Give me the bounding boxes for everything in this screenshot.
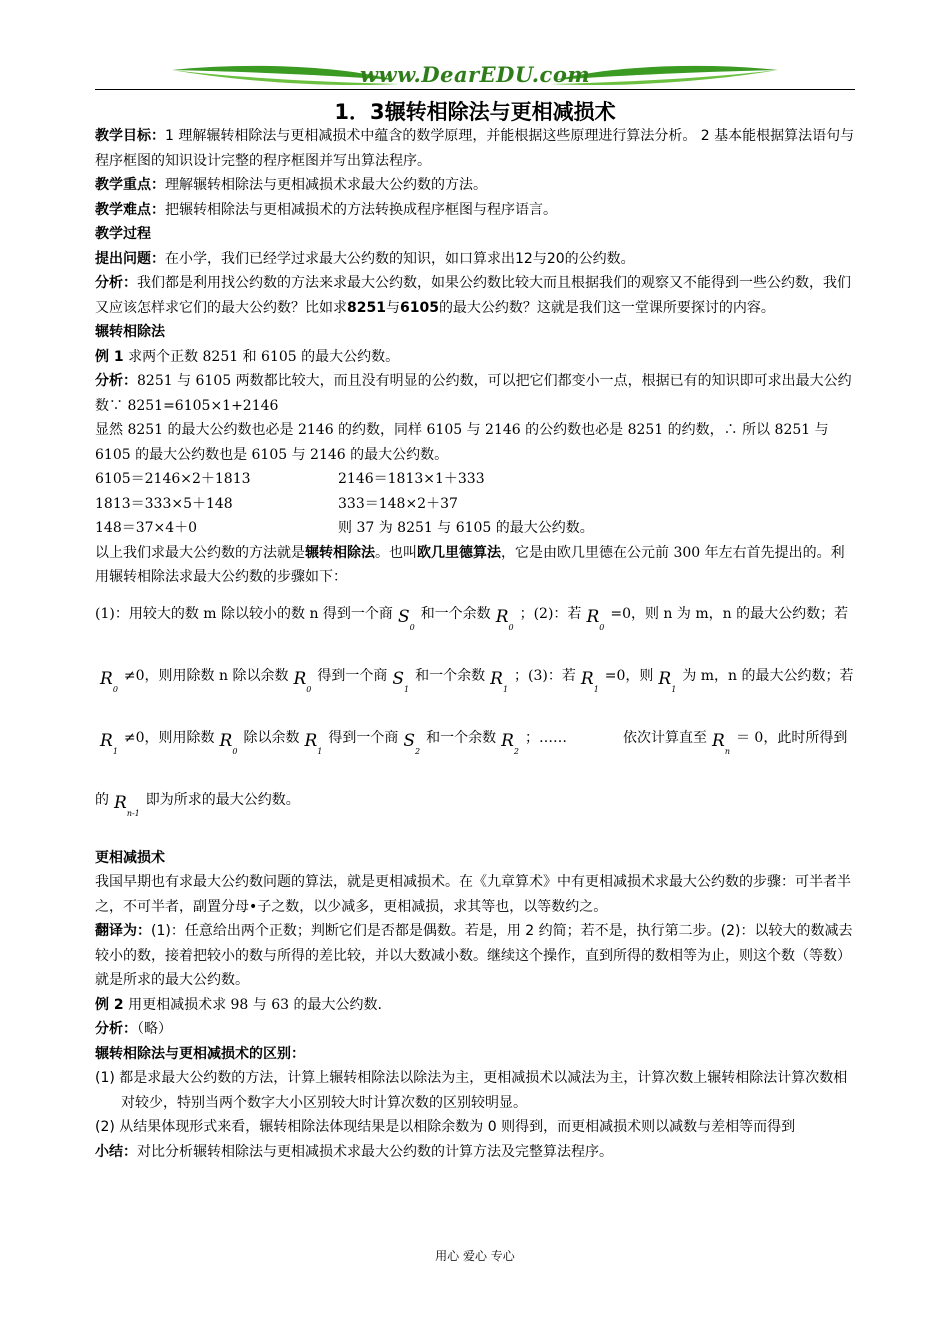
difficulties-label: 教学难点： xyxy=(95,201,165,218)
equation: 333＝148×2＋37 xyxy=(338,495,458,512)
example1-analysis-text: 8251 与 6105 两数都比较大，而且没有明显的公约数，可以把它们都变小一点，根据已有的知识即可求出最大公约数∵ 8251=6105×1+2146 xyxy=(95,373,852,414)
equation-conclusion: 则 37 为 8251 与 6105 的最大公约数。 xyxy=(338,520,594,536)
math-symbol: $R_1$ xyxy=(490,668,509,694)
math-symbol: $R_1$ xyxy=(580,668,599,694)
analysis-text-1: 我们都是利用找公约数的方法来求最大公约数，如果公约数比较大而且根据我们的观察又不能得到一些公约数，我们又应该怎样求它们的最大公约数？比如求 xyxy=(95,275,851,316)
math-symbol: $R_0$ xyxy=(586,606,605,632)
math-symbol: $R_1$ xyxy=(658,668,677,694)
equation-row xyxy=(95,467,857,492)
question-label: 提出问题： xyxy=(95,250,165,267)
steps-text: 除以余数 xyxy=(243,729,300,746)
spacer xyxy=(95,838,857,846)
method-intro-text-1: 以上我们求最大公约数的方法就是 xyxy=(95,544,305,561)
translation-text: (1)：任意给出两个正数；判断它们是否都是偶数。若是，用 2 约简；若不是，执行第二步。(2)：以较大的数减去较小的数，接着把较小的数与所得的差比较，并以大数减小数。继续这个操作，直到所得的数相等为止，则这个数（等数）就是所求的最大公约数。 xyxy=(95,923,853,988)
math-symbol: $R_n$ xyxy=(712,730,730,756)
objectives-paragraph xyxy=(95,124,857,173)
summary-label: 小结： xyxy=(95,1143,137,1160)
math-symbol: $R_0$ xyxy=(495,606,514,632)
steps-text: =0，则 n 为 m，n 的最大公约数；若 xyxy=(610,605,849,622)
gengxiang-heading: 更相减损术 xyxy=(95,849,165,866)
steps-paragraph xyxy=(95,590,857,838)
math-symbol: $S_0$ xyxy=(397,606,415,632)
steps-text: =0，则 xyxy=(604,667,654,684)
math-symbol: $R_1$ xyxy=(100,730,118,756)
example1-analysis-paragraph xyxy=(95,369,857,418)
example1-paragraph xyxy=(95,345,857,370)
difference-heading: 辗转相除法与更相减损术的区别： xyxy=(95,1045,305,1062)
math-symbol: $R_{n-1}$ xyxy=(114,792,140,818)
math-symbol: $R_1$ xyxy=(304,730,323,756)
difference-item: (2) 从结果体现形式来看，辗转相除法体现结果是以相除余数为 0 则得到，而更相减损术则以减数与差相等而得到 xyxy=(95,1119,796,1135)
equation-row xyxy=(95,516,857,541)
steps-text: ≠0，则用除数 n 除以余数 xyxy=(123,667,289,684)
steps-text: ；…… 依次计算直至 xyxy=(525,729,708,746)
key-points-label: 教学重点： xyxy=(95,177,165,193)
objectives-text: 1 理解辗转相除法与更相减损术中蕴含的数学原理，并能根据这些原理进行算法分析。 2 基本能根据算法语句与程序框图的知识设计完整的程序框图并写出算法程序。 xyxy=(95,128,855,169)
steps-text: 得到一个商 xyxy=(317,667,388,684)
question-text-3: 的公约数。 xyxy=(564,250,635,267)
equation-row xyxy=(95,492,857,517)
equation: 6105＝2146×2＋1813 xyxy=(95,471,251,487)
math-symbol: $S_1$ xyxy=(392,668,410,694)
question-paragraph xyxy=(95,247,857,272)
example1-text: 求两个正数 8251 和 6105 的最大公约数。 xyxy=(123,348,400,365)
difficulties-text: 把辗转相除法与更相减损术的方法转换成程序框图与程序语言。 xyxy=(165,201,557,218)
steps-text: 为 m，n 的最大公约数；若 xyxy=(682,667,854,684)
math-symbol: $R_0$ xyxy=(293,668,312,694)
steps-text: 得到一个商 xyxy=(328,729,399,746)
analysis-text-3: 的最大公约数？这就是我们这一堂课所要探讨的内容。 xyxy=(438,299,775,316)
document-body xyxy=(95,124,857,1164)
page-footer: 用心 爱心 专心 xyxy=(435,1249,515,1263)
analysis-number-1: 8251 xyxy=(347,299,386,316)
math-symbol: $R_2$ xyxy=(501,730,520,756)
method-intro-text-3: ，它是由欧几里德在公元前 300 年左右首先提出的。利用辗转相除法求最大公约数的步骤如下： xyxy=(95,544,845,585)
key-points-text: 理解辗转相除法与更相减损术求最大公约数的方法。 xyxy=(165,177,487,193)
math-symbol: $R_0$ xyxy=(100,668,118,694)
difference-item: (1) 都是求最大公约数的方法，计算上辗转相除法以除法为主，更相减损术以减法为主，计算次数上辗转相除法计算次数相对较少，特别当两个数字大小区别较大时计算次数的区别较明显。 xyxy=(95,1070,848,1111)
key-points-paragraph xyxy=(95,173,857,198)
question-number-1: 12 xyxy=(515,250,533,267)
steps-text: 即为所求的最大公约数。 xyxy=(145,791,300,808)
equation: 2146＝1813×1＋333 xyxy=(338,471,485,487)
summary-paragraph xyxy=(95,1140,857,1165)
math-symbol: $S_2$ xyxy=(403,730,421,756)
analysis-text-2: 与 xyxy=(385,299,400,316)
steps-text: 和一个余数 xyxy=(426,729,497,746)
equation: 148＝37×4＋0 xyxy=(95,520,198,536)
question-text-2: 与 xyxy=(532,250,547,267)
gengxiang-paragraph: 我国早期也有求最大公约数问题的算法，就是更相减损术。在《九章算术》中有更相减损术求最大公约数的步骤：可半者半之，不可半者，副置分母•子之数，以少减多，更相减损，求其等也，以等数约之。 xyxy=(95,874,851,915)
method-intro-text-2: 。也叫 xyxy=(375,544,417,561)
header-rule xyxy=(95,89,855,90)
steps-text: ＝ 0，此时所得到的 xyxy=(95,729,848,808)
equation: 1813＝333×5＋148 xyxy=(95,495,233,512)
steps-text: ；(3)：若 xyxy=(514,667,576,684)
method-name-euclidean-algorithm: 欧几里德算法 xyxy=(417,544,501,561)
euclid-heading: 辗转相除法 xyxy=(95,324,165,340)
analysis-label: 分析： xyxy=(95,275,137,291)
translation-label: 翻译为： xyxy=(95,923,151,939)
example1-label: 例 1 xyxy=(95,348,124,365)
page-title: 1．3辗转相除法与更相减损术 xyxy=(334,100,616,124)
logo-text: www.DearEDU.com xyxy=(359,62,591,87)
steps-text: 和一个余数 xyxy=(415,667,486,684)
steps-text: 和一个余数 xyxy=(420,605,491,622)
example2-analysis-paragraph xyxy=(95,1017,857,1042)
site-logo[interactable] xyxy=(170,58,780,92)
summary-text: 对比分析辗转相除法与更相减损术求最大公约数的计算方法及完整算法程序。 xyxy=(137,1143,613,1160)
question-number-2: 20 xyxy=(546,250,565,267)
translation-paragraph xyxy=(95,919,857,993)
analysis-number-2: 6105 xyxy=(399,299,439,316)
difficulties-paragraph xyxy=(95,198,857,223)
example2-paragraph xyxy=(95,993,857,1018)
example2-analysis-label: 分析： xyxy=(95,1021,137,1037)
method-intro-paragraph xyxy=(95,541,857,590)
example2-analysis-text: （略） xyxy=(137,1021,172,1037)
steps-text: ≠0，则用除数 xyxy=(123,729,215,746)
process-heading: 教学过程 xyxy=(95,226,151,242)
example2-text: 用更相减损术求 98 与 63 的最大公约数. xyxy=(123,996,382,1013)
objectives-label: 教学目标： xyxy=(95,128,165,144)
method-name-euclid: 辗转相除法 xyxy=(305,544,375,561)
steps-text: ；(2)：若 xyxy=(519,605,582,622)
example2-label: 例 2 xyxy=(95,996,124,1013)
steps-text: (1)：用较大的数 m 除以较小的数 n 得到一个商 xyxy=(95,605,393,622)
question-text-1: 在小学，我们已经学过求最大公约数的知识，如口算求出 xyxy=(165,250,515,267)
obvious-paragraph: 显然 8251 的最大公约数也必是 2146 的约数，同样 6105 与 2146 的公约数也必是 8251 的约数，∴ 所以 8251 与 6105 的最大公约数也是 6105 与 2146 的最大公约数。 xyxy=(95,422,829,463)
analysis-paragraph xyxy=(95,271,857,320)
math-symbol: $R_0$ xyxy=(219,730,238,756)
example1-analysis-label: 分析： xyxy=(95,373,137,389)
